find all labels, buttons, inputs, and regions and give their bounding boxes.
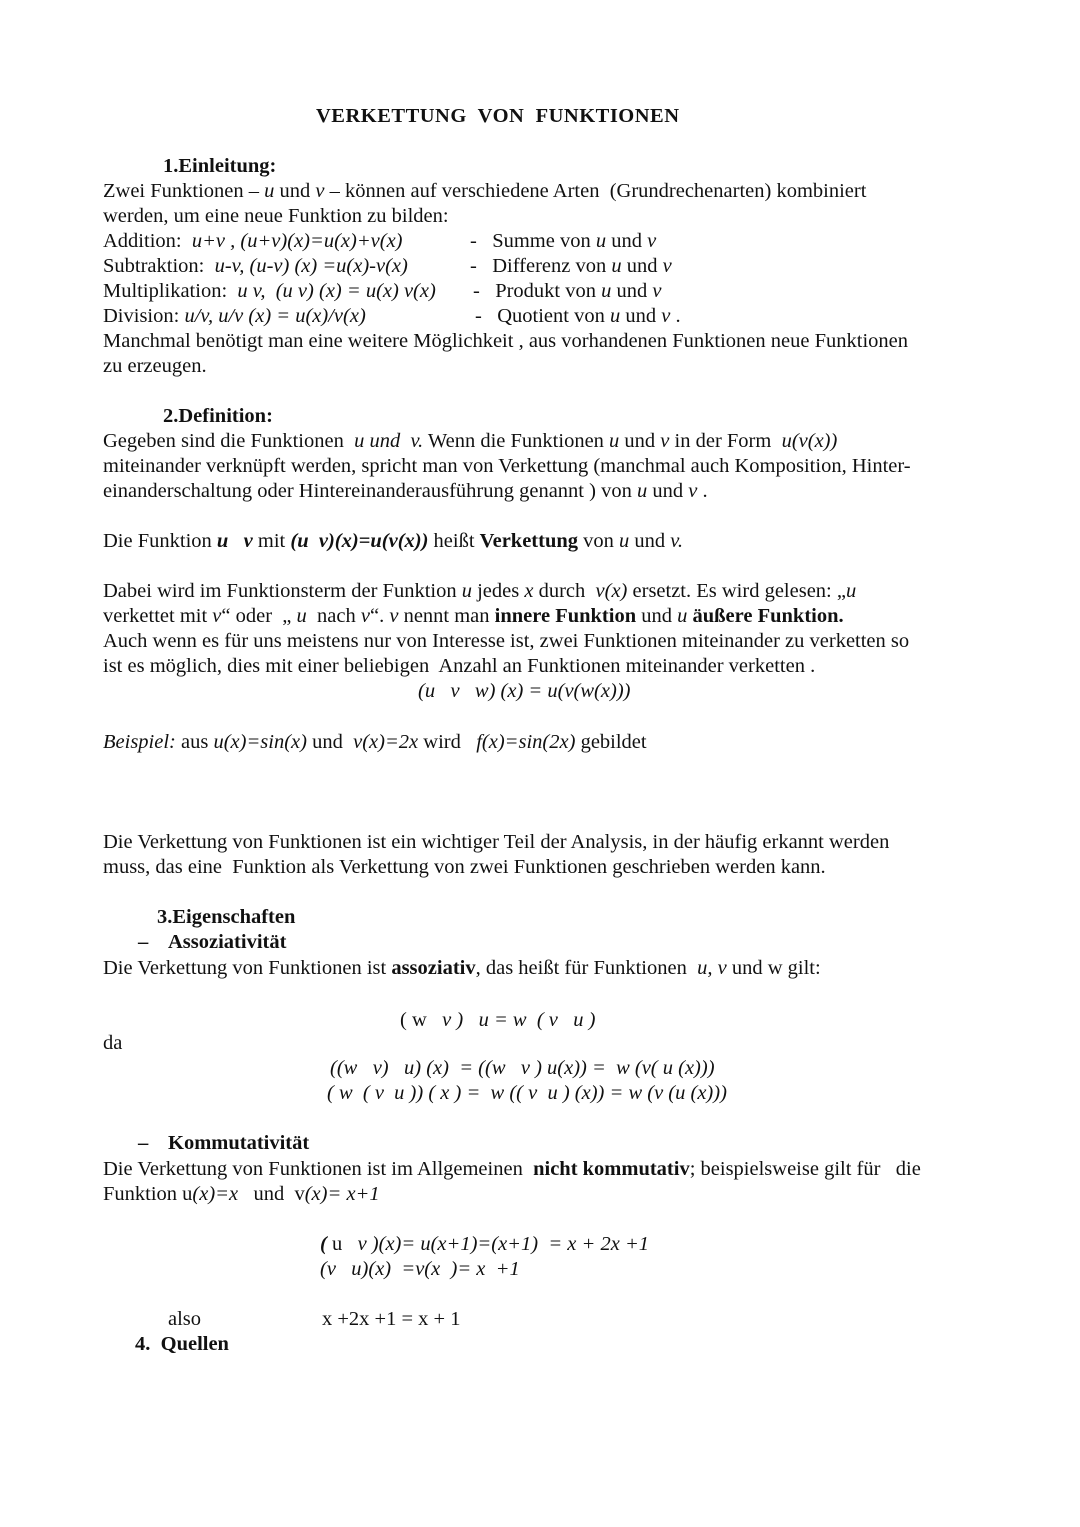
text-segment: Dabei wird im Funktionsterm der Funktion [103,580,462,602]
text-segment: x +2x +1 = x + 1 [322,1308,461,1330]
text-segment: Subtraktion: [103,255,215,277]
text-segment: - Summe von [470,230,596,252]
paragraph-line [103,179,866,204]
text-segment: VERKETTUNG VON FUNKTIONEN [316,105,680,127]
text-segment: v [647,230,657,252]
text-segment: ersetzt. Es wird gelesen: „ [627,580,846,602]
text-segment: (x)=x [192,1183,239,1205]
formula-conclusion [322,1307,461,1332]
text-segment: und [619,430,661,452]
text-segment: u [264,180,275,202]
text-segment: ( [320,1233,332,1255]
text-segment: Zwei Funktionen – [103,180,265,202]
text-segment: – können auf verschiedene Arten (Grundrechenarten) kombiniert [324,180,867,202]
subheading-assoziativitaet [168,930,286,955]
paragraph-line [103,855,826,880]
text-segment: und [606,230,648,252]
text-segment: v [212,605,222,627]
text-segment: u(v(x)) [781,430,838,452]
text-segment: miteinander verknüpft werden, spricht man von Verkettung (manchmal auch Komposition, Hinter- [103,455,911,477]
operation-addition [103,229,403,254]
formula-associativity-proof-1 [330,1056,715,1081]
paragraph-line [103,956,821,981]
text-segment: ist es möglich, dies mit einer beliebigen Anzahl an Funktionen miteinander verketten . [103,655,816,677]
text-segment: und [274,180,316,202]
operation-division-desc [475,304,681,329]
paragraph-line [103,629,909,654]
text-segment: u [296,605,307,627]
formula-commutativity-1 [320,1232,649,1257]
text-segment: ( w ( v u )) ( x ) = w (( v u ) (x)) = w (v (u (x))) [327,1082,727,1104]
text-segment: u [601,280,612,302]
text-segment: Division: [103,305,185,327]
text-segment: gebildet [575,731,647,753]
text-segment: und [611,280,653,302]
bullet-dash [138,930,148,955]
text-segment: Auch wenn es für uns meistens nur von Interesse ist, zwei Funktionen miteinander zu verketten so [103,630,910,652]
paragraph-line [103,454,911,479]
text-segment: nicht kommutativ [533,1158,690,1180]
text-segment: u [677,605,688,627]
text-segment: ( w [400,1009,443,1031]
text-segment: und [629,530,671,552]
paragraph-line [103,429,837,454]
heading-einleitung [163,154,276,179]
text-segment: (u v)(x)=u(v(x)) [290,530,429,552]
text-segment: und [647,480,689,502]
paragraph-line [103,204,449,229]
text-segment: Assoziativität [168,931,287,953]
text-segment: ; beispielsweise gilt für die [689,1158,921,1180]
text-segment: und [306,731,354,753]
heading-definition [163,404,273,429]
text-segment: u/v, u/v (x) = u(x)/v(x) [184,305,366,327]
formula-commutativity-2 [320,1257,520,1282]
paragraph-line [103,354,207,379]
text-segment: v [652,280,662,302]
text-segment: – [138,1132,149,1154]
text-segment: Beispiel: [103,731,176,753]
paragraph-line [103,654,815,679]
operation-multiplication-desc [473,279,661,304]
text-segment: u(x)=sin(x) [213,731,307,753]
paragraph-line [103,1182,380,1207]
example-line [103,730,647,755]
paragraph-line [103,830,889,855]
formula-associativity [400,1008,595,1033]
text-segment: - Quotient von [475,305,610,327]
operation-addition-desc [470,229,656,254]
text-segment: – [138,931,149,953]
text-segment: äußere Funktion. [692,605,844,627]
label-da [103,1031,122,1056]
text-segment: da [103,1032,123,1054]
text-segment: (x)= x+1 [304,1183,380,1205]
text-segment: 3.Eigenschaften [157,906,296,928]
text-segment: u [609,430,620,452]
text-segment: v [315,180,325,202]
paragraph-line [103,329,908,354]
text-segment: 4. Quellen [135,1333,229,1355]
text-segment: v [660,430,670,452]
text-segment: nennt man [398,605,495,627]
text-segment: Multiplikation: [103,280,238,302]
text-segment: wird [418,731,477,753]
operation-multiplication [103,279,436,304]
text-segment: u [611,255,622,277]
definition-statement [103,529,683,554]
text-segment: zu erzeugen. [103,355,207,377]
text-segment: v. [670,530,683,552]
text-segment: und [636,605,678,627]
subheading-kommutativitaet [168,1131,309,1156]
text-segment: Addition: [103,230,192,252]
text-segment: von [578,530,619,552]
text-segment: . [670,305,681,327]
text-segment: Verkettung [479,530,578,552]
text-segment: Manchmal benötigt man eine weitere Möglichkeit , aus vorhandenen Funktionen neue Funktionen [103,330,908,352]
formula-associativity-proof-2 [327,1081,727,1106]
text-segment: 1.Einleitung: [163,155,277,177]
text-segment: Kommutativität [168,1132,310,1154]
text-segment: und w gilt: [726,957,821,979]
operation-division [103,304,366,329]
operation-subtraction-desc [470,254,672,279]
text-segment: u [609,305,621,327]
text-segment: u [461,580,472,602]
text-segment: v(x)=2x [353,731,419,753]
text-segment: u [636,480,648,502]
text-segment: heißt [428,530,480,552]
formula-triple-composition [418,679,630,704]
text-segment: v [661,305,671,327]
bullet-dash [138,1131,148,1156]
text-segment: x [524,580,534,602]
text-segment: also [168,1308,202,1330]
operation-subtraction [103,254,408,279]
text-segment: innere Funktion [494,605,637,627]
text-segment: (v u)(x) =v(x )= x +1 [320,1258,520,1280]
paragraph-line [103,579,856,604]
text-segment: ((w v) u) (x) = ((w v ) u(x)) = w (v( u (x))) [330,1057,715,1079]
text-segment: u [595,230,607,252]
text-segment: f(x)=sin(2x) [476,731,576,753]
text-segment: u v [216,530,253,552]
text-segment: v [360,605,370,627]
text-segment: “ oder „ [221,605,297,627]
text-segment: in der Form [669,430,782,452]
text-segment: - Produkt von [473,280,602,302]
text-segment: v ) u = w ( v u ) [442,1009,596,1031]
paragraph-line [103,604,844,629]
heading-eigenschaften [157,905,295,930]
text-segment: verkettet mit [103,605,213,627]
text-segment: - Differenz von [470,255,612,277]
text-segment: Die Funktion [103,530,217,552]
text-segment: u [331,1233,358,1255]
text-segment: Wenn die Funktionen [423,430,610,452]
text-segment: u, v [697,957,727,979]
text-segment: u+v , (u+v)(x)=u(x)+v(x) [191,230,403,252]
text-segment: und v [238,1183,305,1205]
text-segment: u v, (u v) (x) = u(x) v(x) [237,280,436,302]
text-segment: u und v. [354,430,424,452]
text-segment: aus [175,731,214,753]
text-segment: jedes [471,580,525,602]
text-segment: durch [533,580,596,602]
paragraph-line [103,479,708,504]
text-segment: v [688,480,698,502]
text-segment: u-v, (u-v) (x) =u(x)-v(x) [214,255,408,277]
text-segment: Die Verkettung von Funktionen ist im Allgemeinen [103,1158,534,1180]
text-segment: muss, das eine Funktion als Verkettung von zwei Funktionen geschrieben werden kann. [103,856,826,878]
text-segment: einanderschaltung oder Hintereinanderausführung genannt ) von [103,480,637,502]
text-segment: v )(x)= u(x+1)=(x+1) = x + 2x +1 [357,1233,650,1255]
text-segment: werden, um eine neue Funktion zu bilden: [103,205,449,227]
document-title [316,104,680,129]
text-segment: nach [306,605,361,627]
text-segment: Die Verkettung von Funktionen ist ein wichtiger Teil der Analysis, in der häufig erkannt werden [103,831,890,853]
text-segment: und [621,255,663,277]
paragraph-line [103,1157,921,1182]
label-also [168,1307,201,1332]
text-segment: Gegeben sind die Funktionen [103,430,355,452]
text-segment: (u v w) (x) = u(v(w(x))) [418,680,631,702]
text-segment: v [389,605,399,627]
text-segment: und [620,305,662,327]
text-segment: mit [252,530,291,552]
text-segment: , das heißt für Funktionen [475,957,698,979]
text-segment: “. [369,605,390,627]
heading-quellen [135,1332,229,1357]
text-segment: u [845,580,857,602]
text-segment: Funktion u [103,1183,193,1205]
text-segment: v [662,255,672,277]
text-segment: . [697,480,708,502]
text-segment: u [619,530,630,552]
text-segment: assoziativ [391,957,476,979]
text-segment: 2.Definition: [163,405,273,427]
text-segment: v(x) [595,580,628,602]
text-segment: Die Verkettung von Funktionen ist [103,957,392,979]
